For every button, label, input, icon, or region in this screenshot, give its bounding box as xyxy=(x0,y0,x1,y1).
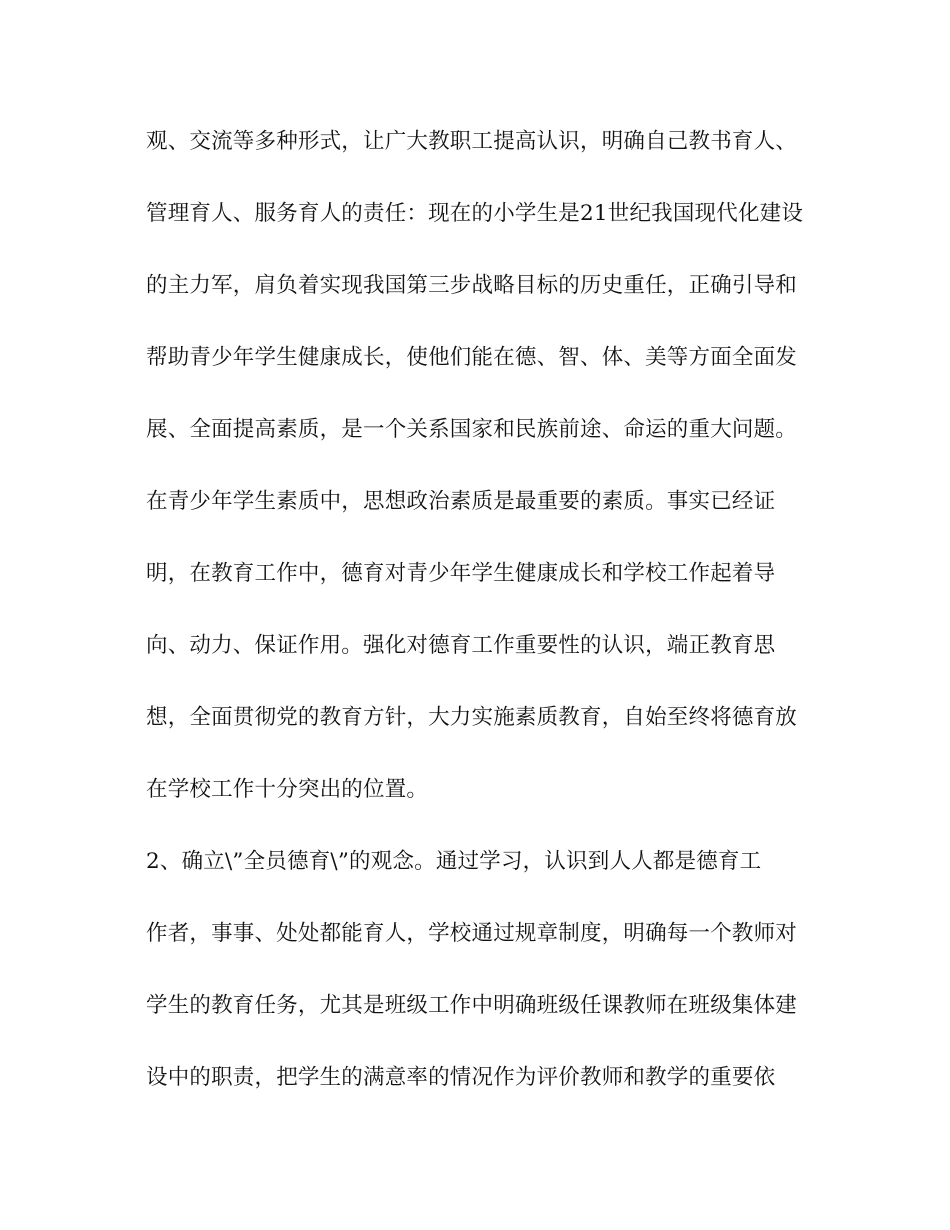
text-line: 想，全面贯彻党的教育方针，大力实施素质教育，自始至终将德育放 xyxy=(146,705,798,730)
text-line: 观、交流等多种形式，让广大教职工提高认识，明确自己教书育人、 xyxy=(146,129,798,154)
text-line: 向、动力、保证作用。强化对德育工作重要性的认识，端正教育思 xyxy=(146,633,776,658)
text-line: 设中的职责，把学生的满意率的情况作为评价教师和教学的重要依 xyxy=(146,1065,776,1090)
text-line: 明，在教育工作中，德育对青少年学生健康成长和学校工作起着导 xyxy=(146,561,776,586)
text-line: 2、确立\”全员德育\”的观念。通过学习，认识到人人都是德育工 xyxy=(146,849,762,874)
text-line: 帮助青少年学生健康成长，使他们能在德、智、体、美等方面全面发 xyxy=(146,345,798,370)
text-line: 在青少年学生素质中，思想政治素质是最重要的素质。事实已经证 xyxy=(146,489,776,514)
text-line: 在学校工作十分突出的位置。 xyxy=(146,777,429,802)
text-line: 管理育人、服务育人的责任：现在的小学生是21世纪我国现代化建设 xyxy=(146,201,804,226)
text-line: 学生的教育任务，尤其是班级工作中明确班级任课教师在班级集体建 xyxy=(146,993,798,1018)
text-line: 作者，事事、处处都能育人，学校通过规章制度，明确每一个教师对 xyxy=(146,921,798,946)
text-line: 的主力军，肩负着实现我国第三步战略目标的历史重任，正确引导和 xyxy=(146,273,798,298)
text-line: 展、全面提高素质，是一个关系国家和民族前途、命运的重大问题。 xyxy=(146,417,798,442)
